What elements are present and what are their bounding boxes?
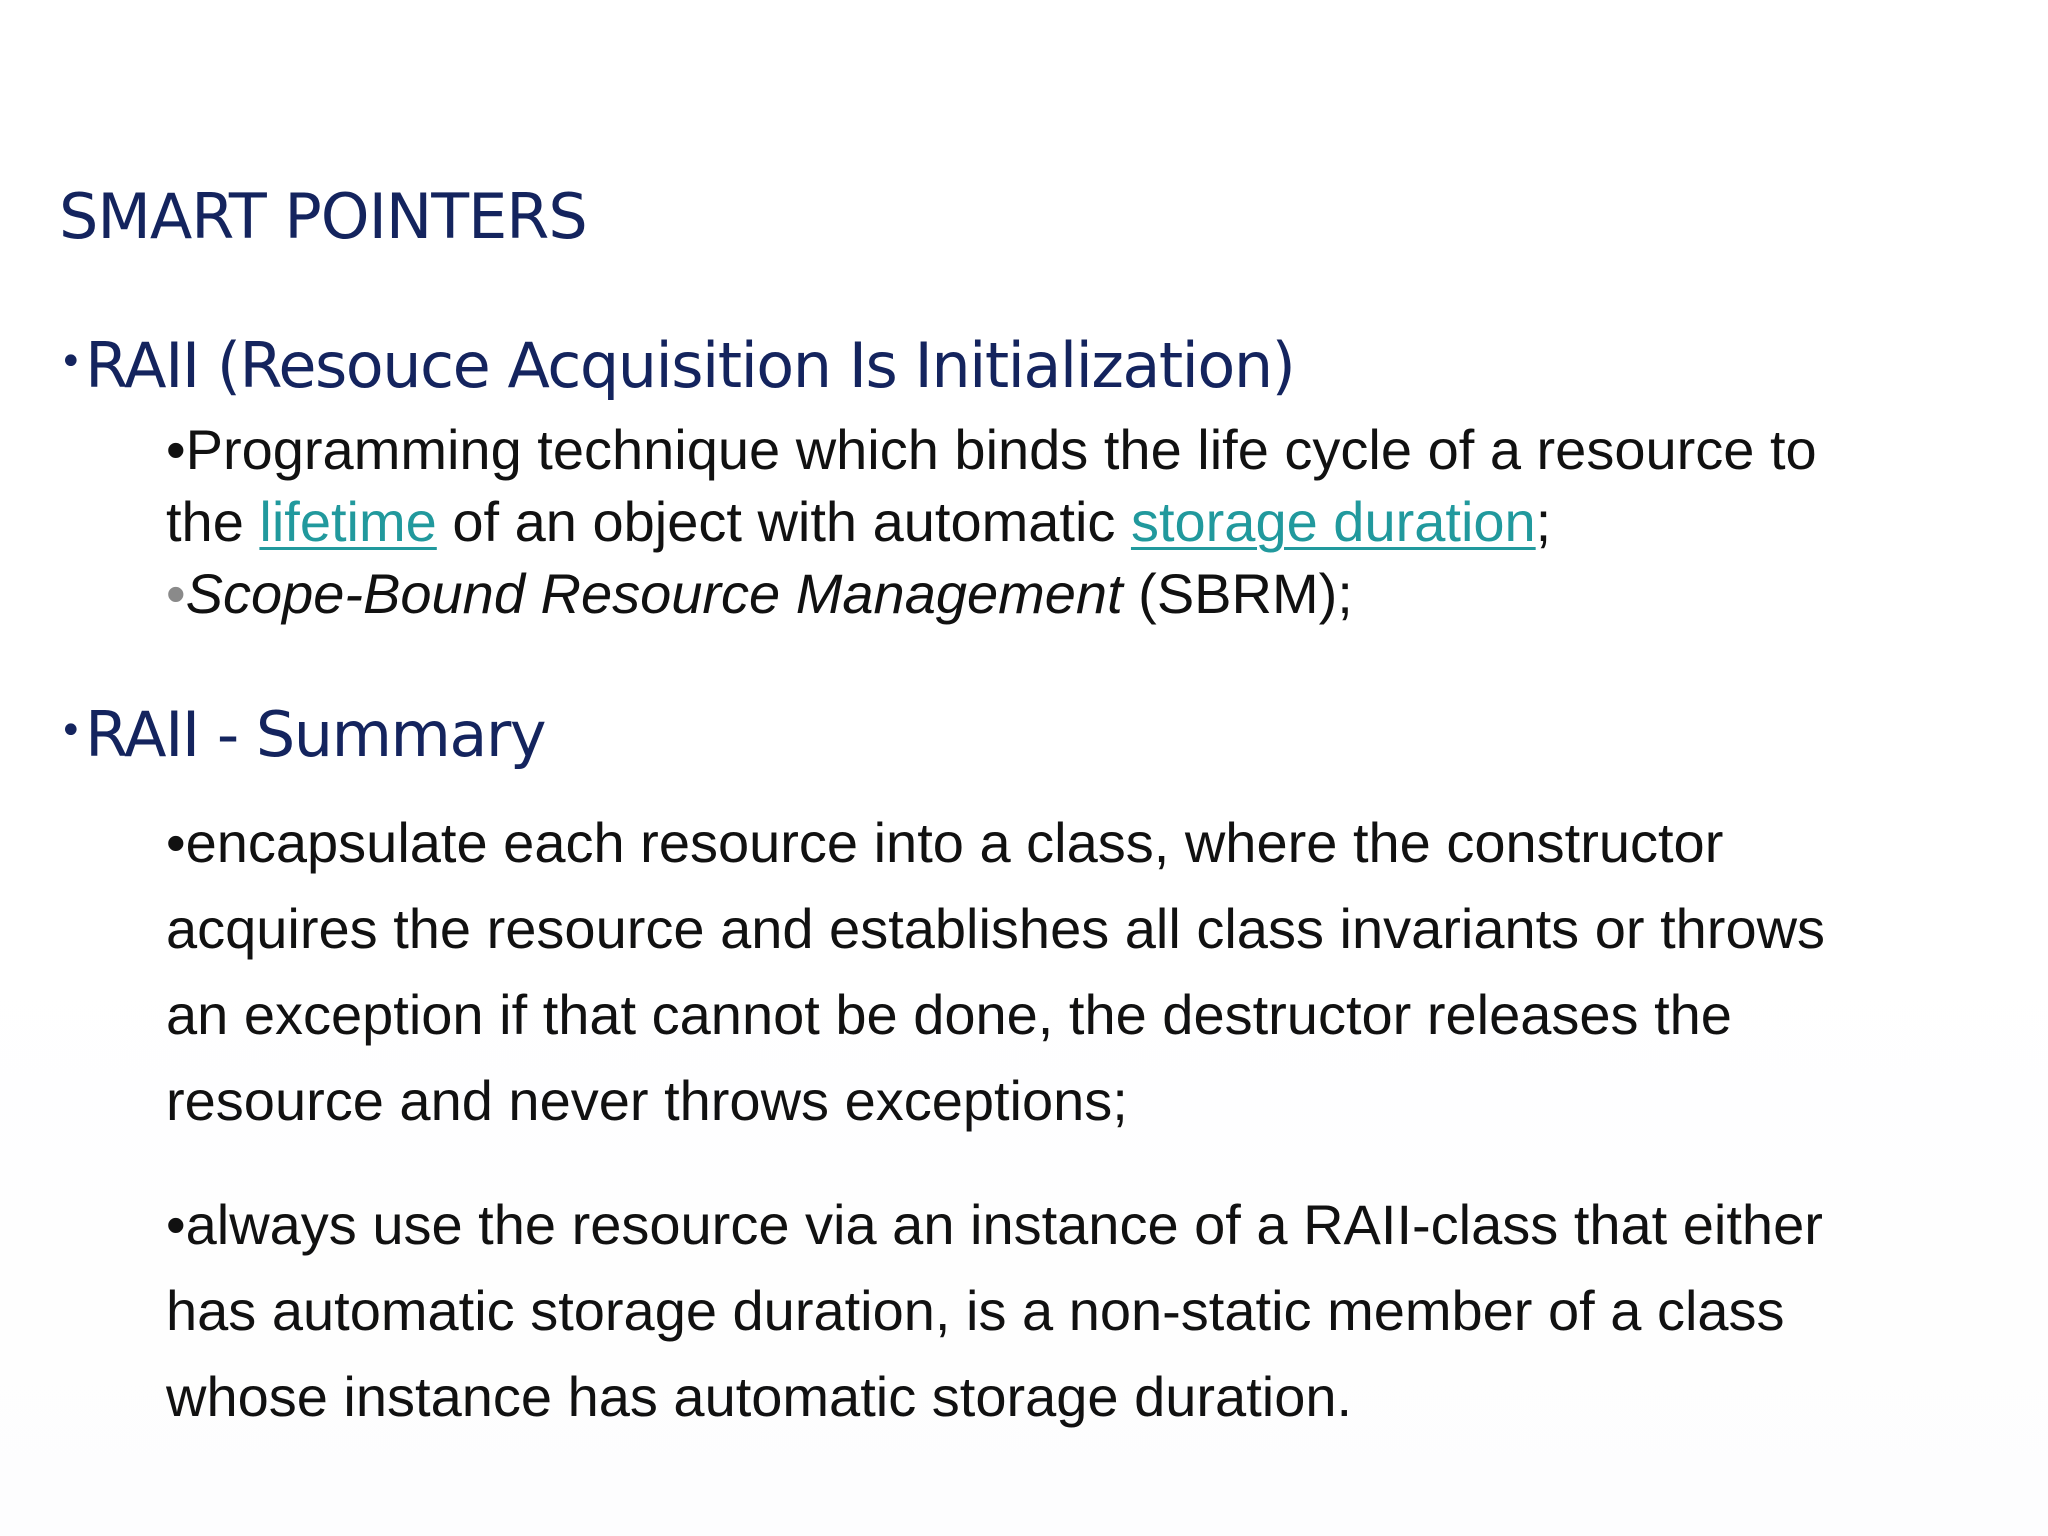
summary-item-always-use	[166, 1182, 2006, 1440]
heading-text: RAII - Summary	[85, 698, 546, 771]
heading-bullet: •	[59, 708, 82, 754]
lifetime-link[interactable]: lifetime	[259, 490, 437, 553]
paragraph-line: •always use the resource via an instance of a RAII-class that either	[166, 1193, 1823, 1256]
list-item	[166, 414, 2006, 486]
text-fragment: of an object with automatic	[436, 490, 1131, 553]
heading-text: RAII (Resouce Acquisition Is Initialization)	[85, 329, 1295, 402]
storage-duration-link[interactable]: storage duration	[1130, 490, 1536, 553]
item-bullet: •	[166, 562, 186, 625]
text-fragment: ;	[1535, 490, 1552, 553]
list-item	[166, 558, 2006, 630]
item-text: (SBRM);	[1122, 562, 1353, 625]
summary-item-encapsulate	[166, 800, 2006, 1144]
paragraph-line: whose instance has automatic storage duration.	[166, 1365, 1353, 1428]
text-fragment: the	[166, 490, 260, 553]
section-heading-raii	[59, 329, 1295, 402]
paragraph-line: acquires the resource and establishes all class invariants or throws	[166, 897, 1826, 960]
list-item-continuation	[166, 486, 2006, 558]
paragraph-line: •encapsulate each resource into a class, where the constructor	[166, 811, 1724, 874]
paragraph-line: an exception if that cannot be done, the destructor releases the	[166, 983, 1732, 1046]
paragraph-line: has automatic storage duration, is a non-static member of a class	[166, 1279, 1785, 1342]
item-bullet: •	[166, 418, 186, 481]
item-text: Programming technique which binds the life cycle of a resource to	[185, 418, 1817, 481]
sbrm-italic-text: Scope-Bound Resource Management	[185, 562, 1123, 625]
raii-definition-block	[166, 414, 2006, 630]
section-heading-raii-summary	[59, 698, 546, 771]
paragraph-line: resource and never throws exceptions;	[166, 1069, 1128, 1132]
slide-title: SMART POINTERS	[59, 180, 587, 253]
heading-bullet: •	[59, 339, 82, 385]
